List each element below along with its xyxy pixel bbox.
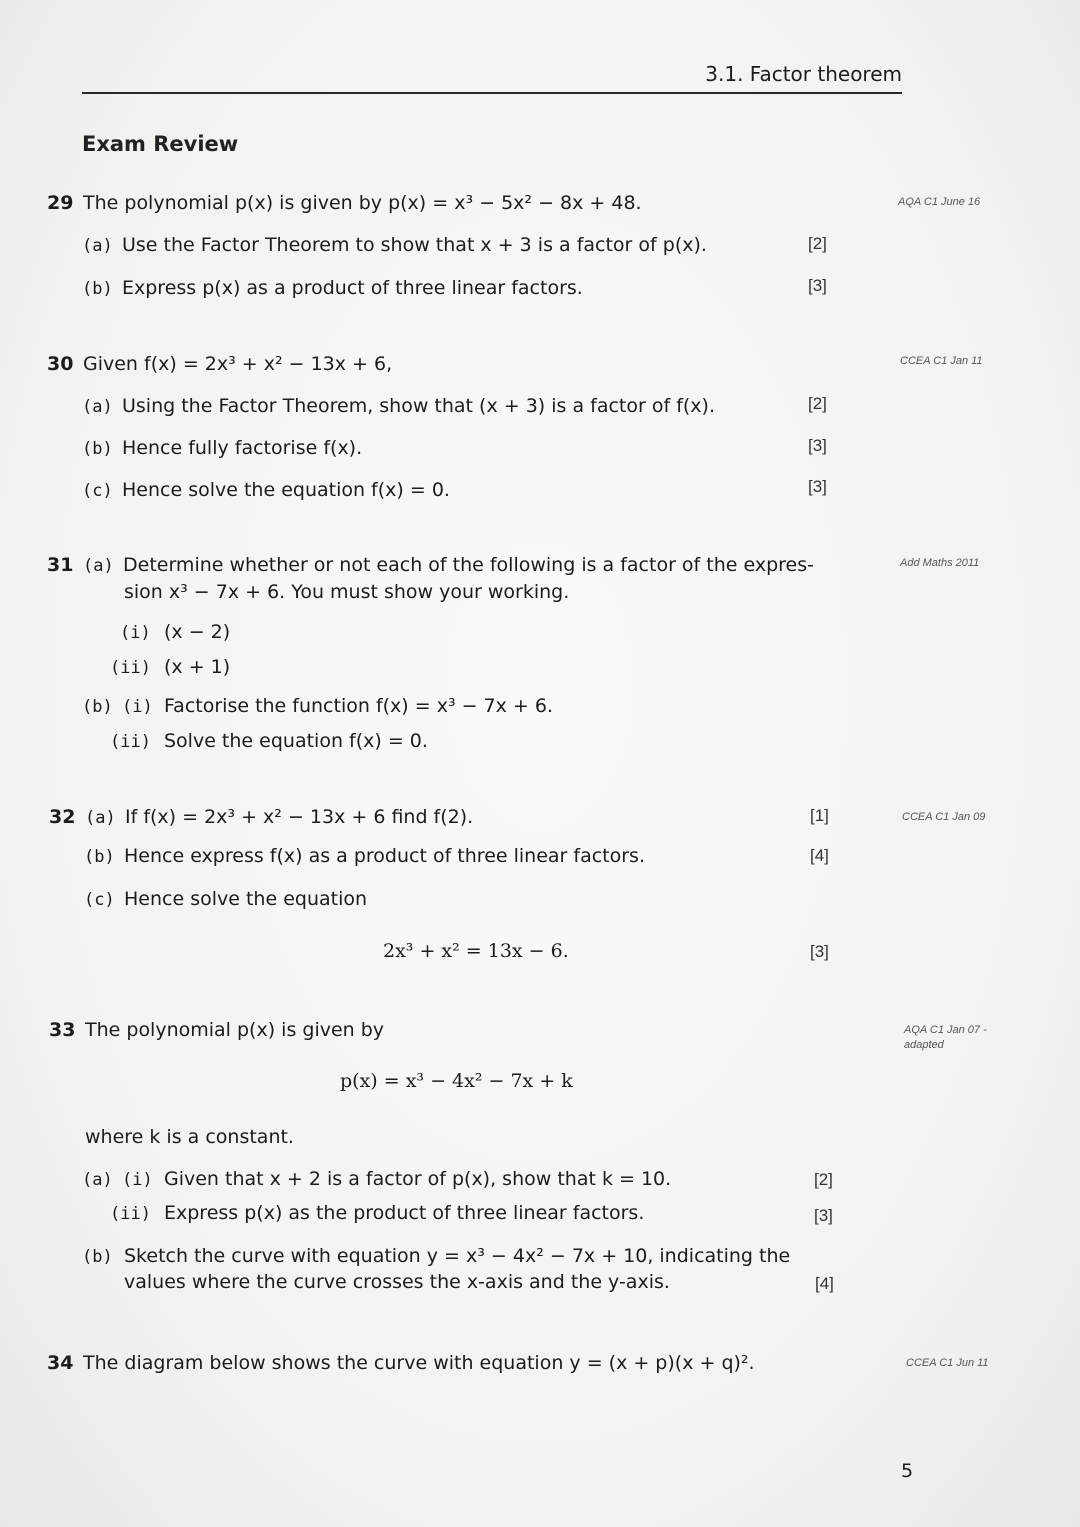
question-number: 33: [49, 1019, 76, 1041]
page-number: 5: [901, 1460, 914, 1482]
part-b-ii: (ii) Solve the equation f(x) = 0.: [110, 730, 428, 752]
section-title: Exam Review: [82, 132, 239, 156]
part-b: (b) Hence express f(x) as a product of three linear factors.: [84, 845, 645, 867]
question-stem: Given f(x) = 2x³ + x² − 13x + 6,: [83, 353, 393, 375]
part-c: (c) Hence solve the equation f(x) = 0.: [82, 479, 450, 501]
question-source: CCEA C1 Jan 11: [900, 355, 983, 367]
header-title: 3.1. Factor theorem: [705, 62, 902, 86]
question-31: 31 (a) Determine whether or not each of the following is a factor of the expres-: [47, 554, 814, 576]
part-b: (b) Express p(x) as a product of three linear factors.: [82, 277, 583, 299]
equation: p(x) = x³ − 4x² − 7x + k: [340, 1070, 573, 1092]
part-a-ii: (ii) Express p(x) as the product of three linear factors.: [110, 1202, 645, 1224]
marks: [3]: [808, 436, 827, 455]
part-a: (a) Use the Factor Theorem to show that x + 3 is a factor of p(x).: [82, 234, 707, 256]
running-header: [82, 62, 902, 94]
part-b-i: (b) (i) Factorise the function f(x) = x³ − 7x + 6.: [82, 695, 554, 717]
part-b-line2: values where the curve crosses the x-axis and the y-axis.: [124, 1271, 670, 1293]
marks: [3]: [808, 276, 827, 295]
question-30: [47, 351, 392, 377]
part-a-i: (a) (i) Given that x + 2 is a factor of p(x), show that k = 10.: [82, 1168, 672, 1190]
part-a-ii: (ii) (x + 1): [110, 656, 231, 678]
question-stem: The polynomial p(x) is given by: [85, 1019, 385, 1041]
question-number: 32: [49, 806, 76, 828]
question-source: CCEA C1 Jun 11: [906, 1357, 989, 1369]
marks: [2]: [808, 394, 827, 413]
marks: [1]: [810, 806, 829, 825]
marks: [4]: [815, 1274, 834, 1293]
part-b: (b) Hence fully factorise f(x).: [82, 437, 363, 459]
part-c: (c) Hence solve the equation: [84, 888, 368, 910]
marks: [3]: [814, 1206, 833, 1225]
marks: [2]: [814, 1170, 833, 1189]
marks: [3]: [808, 477, 827, 496]
question-source: CCEA C1 Jan 09: [902, 811, 986, 823]
question-number: 31: [47, 554, 74, 576]
part-a-line2: sion x³ − 7x + 6. You must show your working.: [124, 581, 570, 603]
question-number: 30: [47, 353, 74, 375]
question-source: AQA C1 Jan 07 - adapted: [904, 1024, 987, 1051]
question-number: 29: [47, 192, 74, 214]
part-b: (b) Sketch the curve with equation y = x³ − 4x² − 7x + 10, indicating the: [82, 1245, 791, 1267]
part-a: (a) Using the Factor Theorem, show that (x + 3) is a factor of f(x).: [82, 395, 715, 417]
marks: [4]: [810, 846, 829, 865]
question-32: 32 (a) If f(x) = 2x³ + x² − 13x + 6 find f(2).: [49, 806, 474, 828]
question-number: 34: [47, 1352, 74, 1374]
part-a-i: (i) (x − 2): [120, 621, 231, 643]
question-33: [49, 1017, 384, 1043]
marks: [2]: [808, 234, 827, 253]
question-29: [47, 190, 642, 216]
question-stem: The polynomial p(x) is given by p(x) = x³ − 5x² − 8x + 48.: [83, 192, 642, 214]
marks: [3]: [810, 942, 829, 961]
where-clause: where k is a constant.: [85, 1126, 294, 1148]
question-34: [47, 1350, 755, 1376]
question-source: Add Maths 2011: [900, 557, 980, 569]
question-stem: The diagram below shows the curve with equation y = (x + p)(x + q)².: [83, 1352, 755, 1374]
question-source: AQA C1 June 16: [898, 196, 981, 208]
equation: 2x³ + x² = 13x − 6.: [383, 940, 569, 962]
